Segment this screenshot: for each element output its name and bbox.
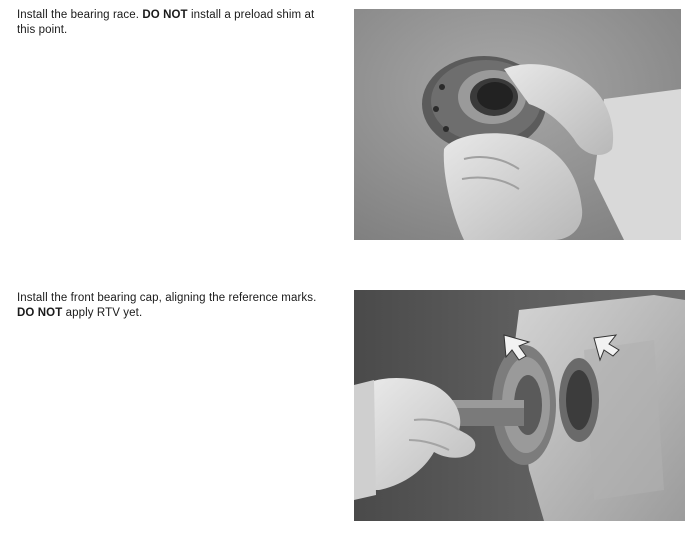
step-instruction-1: [17, 8, 317, 38]
photo-front-bearing-cap-installation: [354, 290, 685, 521]
photo-bearing-race-installation: [354, 9, 681, 240]
step-instruction-2: [17, 291, 317, 321]
warning-emphasis: DO NOT: [17, 307, 63, 319]
bearing-race-illustration: [354, 9, 681, 240]
step-text-before: Install the bearing race.: [17, 9, 143, 21]
warning-emphasis: DO NOT: [142, 9, 188, 21]
step-text-after: apply RTV yet.: [62, 307, 143, 319]
step-text-before: Install the front bearing cap, aligning the reference marks.: [17, 292, 317, 304]
step-text-after: install a preload shim at this point.: [17, 9, 315, 36]
bearing-cap-illustration: [354, 290, 685, 521]
